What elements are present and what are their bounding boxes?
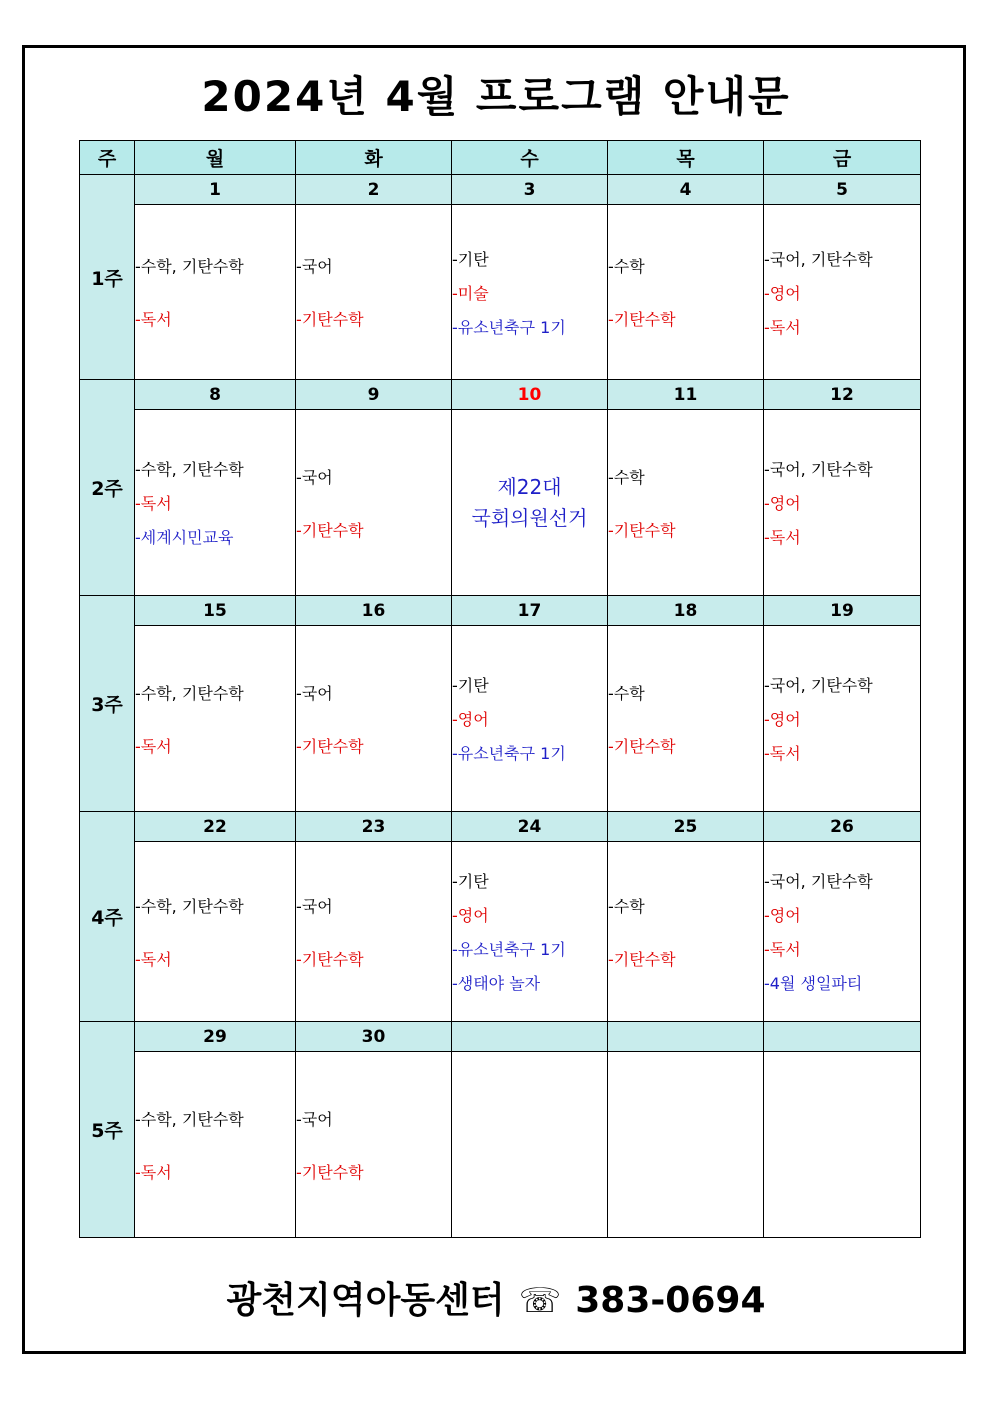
day-header-fri: 금: [764, 141, 921, 175]
program-cell: [608, 205, 764, 380]
date-cell: 25: [608, 812, 764, 842]
program-cell: [296, 842, 452, 1022]
program-item: -국어: [296, 683, 333, 703]
program-cell: [764, 1052, 921, 1238]
date-cell: 24: [452, 812, 608, 842]
program-item: -수학: [608, 896, 645, 916]
program-item: -독서: [135, 1162, 172, 1182]
program-item: -유소년축구 1기: [452, 744, 566, 763]
program-cell: [296, 1052, 452, 1238]
phone-number: 383-0694: [575, 1280, 766, 1321]
date-cell: 29: [135, 1022, 296, 1052]
program-item: -수학, 기탄수학: [135, 896, 244, 916]
program-item: -독서: [764, 744, 801, 763]
date-row: [80, 812, 921, 842]
program-item: -국어: [296, 257, 333, 276]
day-header-thu: 목: [608, 141, 764, 175]
program-row: [80, 626, 921, 812]
program-item: -수학, 기탄수학: [135, 460, 244, 479]
program-item: -영어: [764, 494, 801, 513]
program-item: -유소년축구 1기: [452, 940, 566, 959]
date-cell: 18: [608, 596, 764, 626]
week-label: 4주: [80, 812, 135, 1022]
program-item: -기탄: [452, 676, 489, 695]
program-item: -유소년축구 1기: [452, 317, 566, 337]
program-item: -기탄수학: [608, 310, 676, 329]
date-cell: 12: [764, 380, 921, 410]
footer: [0, 1272, 992, 1323]
program-item: -영어: [764, 906, 801, 925]
program-item: -기탄수학: [296, 520, 364, 540]
date-cell: 1: [135, 175, 296, 205]
program-cell: [296, 626, 452, 812]
weekday-header-row: [80, 141, 921, 175]
program-item: -기탄수학: [608, 520, 676, 540]
program-item: -국어: [296, 896, 333, 916]
program-item: -독서: [135, 310, 172, 329]
date-cell: 10: [452, 380, 608, 410]
date-cell: [452, 1022, 608, 1052]
program-calendar: [79, 140, 921, 1238]
program-cell: [452, 842, 608, 1022]
date-cell: 16: [296, 596, 452, 626]
program-cell: [452, 1052, 608, 1238]
program-item: -기탄수학: [296, 736, 364, 756]
program-cell: [608, 626, 764, 812]
date-row: [80, 175, 921, 205]
page-title: 2024년 4월 프로그램 안내문: [201, 72, 791, 121]
program-item: -생태야 놀자: [452, 974, 541, 993]
date-cell: 4: [608, 175, 764, 205]
program-item: -수학: [608, 467, 645, 487]
program-cell: [764, 842, 921, 1022]
holiday-notice: [452, 410, 608, 596]
date-cell: 19: [764, 596, 921, 626]
program-item: -수학: [608, 683, 645, 703]
program-item: -수학, 기탄수학: [135, 1109, 244, 1129]
program-item: -기탄수학: [296, 1162, 364, 1182]
program-item: -국어, 기탄수학: [764, 676, 873, 695]
week-column-header: 주: [80, 141, 135, 175]
program-row: [80, 1052, 921, 1238]
holiday-line: 제22대: [497, 474, 562, 499]
program-item: -영어: [452, 710, 489, 729]
program-item: -독서: [764, 528, 801, 547]
date-cell: 22: [135, 812, 296, 842]
date-cell: [764, 1022, 921, 1052]
date-cell: 2: [296, 175, 452, 205]
day-header-tue: 화: [296, 141, 452, 175]
program-item: -수학: [608, 257, 645, 276]
date-row: [80, 380, 921, 410]
program-item: -4월 생일파티: [764, 974, 863, 993]
program-item: -독서: [135, 949, 172, 969]
program-item: -영어: [452, 906, 489, 925]
program-cell: [764, 626, 921, 812]
program-cell: [452, 626, 608, 812]
program-cell: [135, 842, 296, 1022]
date-cell: 17: [452, 596, 608, 626]
date-cell: [608, 1022, 764, 1052]
date-cell: 8: [135, 380, 296, 410]
day-header-wed: 수: [452, 141, 608, 175]
program-item: -국어, 기탄수학: [764, 249, 873, 269]
program-cell: [135, 626, 296, 812]
program-item: -독서: [135, 736, 172, 756]
program-cell: [135, 205, 296, 380]
program-item: -국어: [296, 1109, 333, 1129]
date-cell: 11: [608, 380, 764, 410]
program-cell: [764, 205, 921, 380]
program-item: -수학, 기탄수학: [135, 257, 244, 276]
program-cell: [135, 410, 296, 596]
date-cell: 9: [296, 380, 452, 410]
center-name: 광천지역아동센터: [226, 1280, 505, 1321]
program-item: -영어: [764, 710, 801, 729]
date-cell: 23: [296, 812, 452, 842]
program-item: -기탄수학: [608, 949, 676, 969]
program-item: -기탄수학: [296, 949, 364, 969]
date-row: [80, 596, 921, 626]
program-row: [80, 205, 921, 380]
program-cell: [452, 205, 608, 380]
program-cell: [608, 410, 764, 596]
week-label: 3주: [80, 596, 135, 812]
program-item: -영어: [764, 283, 801, 303]
program-item: -미술: [452, 283, 489, 303]
program-item: -국어, 기탄수학: [764, 460, 873, 479]
holiday-line: 국회의원선거: [471, 505, 588, 530]
program-cell: [296, 205, 452, 380]
program-item: -기탄수학: [608, 736, 676, 756]
program-item: -기탄수학: [296, 310, 364, 329]
program-item: -국어: [296, 467, 333, 487]
week-label: 5주: [80, 1022, 135, 1238]
week-label: 2주: [80, 380, 135, 596]
program-item: -독서: [135, 494, 172, 513]
program-item: -독서: [764, 940, 801, 959]
program-row: [80, 410, 921, 596]
program-item: -수학, 기탄수학: [135, 683, 244, 703]
date-cell: 15: [135, 596, 296, 626]
date-row: [80, 1022, 921, 1052]
day-header-mon: 월: [135, 141, 296, 175]
program-item: -독서: [764, 317, 801, 337]
week-label: 1주: [80, 175, 135, 380]
date-cell: 3: [452, 175, 608, 205]
program-cell: [764, 410, 921, 596]
program-row: [80, 842, 921, 1022]
program-item: -세계시민교육: [135, 528, 234, 547]
telephone-icon: ☏: [518, 1281, 562, 1321]
program-cell: [296, 410, 452, 596]
date-cell: 5: [764, 175, 921, 205]
date-cell: 30: [296, 1022, 452, 1052]
program-item: -국어, 기탄수학: [764, 872, 873, 891]
program-cell: [135, 1052, 296, 1238]
program-cell: [608, 842, 764, 1022]
date-cell: 26: [764, 812, 921, 842]
program-cell: [608, 1052, 764, 1238]
program-item: -기탄: [452, 872, 489, 891]
program-item: -기탄: [452, 249, 489, 269]
